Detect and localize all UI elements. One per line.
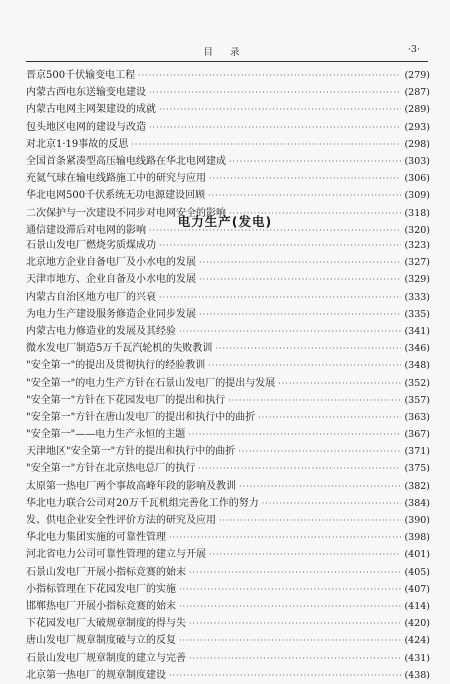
toc-entry-page: (384) [404, 497, 430, 509]
toc-entry [26, 632, 430, 649]
dot-leader [199, 254, 401, 271]
toc-entry [26, 237, 430, 254]
toc-entry [26, 392, 430, 409]
dot-leader [159, 101, 401, 118]
toc-entry [26, 529, 430, 546]
toc-entry-page: (407) [404, 583, 430, 595]
toc-entry-page: (335) [404, 308, 430, 320]
toc-entry [26, 340, 430, 357]
toc-entry-page: (420) [404, 618, 430, 630]
toc-entry [26, 254, 430, 271]
toc-entry-page: (298) [404, 138, 430, 150]
toc-entry-title: 包头地区电网的建设与改造 [26, 121, 146, 133]
toc-entry [26, 84, 430, 101]
toc-entry-page: (401) [404, 549, 430, 561]
toc-entry-title: 小指标管理在下花园发电厂的实施 [26, 583, 176, 595]
dot-leader [149, 119, 401, 136]
page-number: ·3· [407, 44, 420, 55]
page-header [0, 44, 450, 58]
toc-entry-page: (371) [404, 446, 430, 458]
toc-entry [26, 289, 430, 306]
toc-entry-page: (348) [404, 360, 430, 372]
toc-entry-page: (382) [404, 480, 430, 492]
toc-entry-page: (318) [404, 207, 430, 219]
toc-entry [26, 409, 430, 426]
toc-entry-page: (367) [404, 429, 430, 441]
toc-entry-title: "安全第一"方针在唐山发电厂的提出和执行中的曲折 [26, 411, 256, 423]
toc-entry-title: 发、供电企业安全性评价方法的研究及应用 [26, 515, 216, 526]
dot-leader [208, 187, 401, 204]
toc-entry-title: 唐山发电厂规章制度破与立的反复 [26, 635, 176, 647]
toc-entry-title: 下花园发电厂大破规章制度的得与失 [26, 618, 186, 630]
toc-entry-title: 全国首条紧凑型高压输电线路在华北电网建成 [26, 155, 226, 167]
toc-entry-page: (293) [404, 121, 430, 133]
dot-leader [149, 84, 401, 101]
toc-entry [26, 512, 430, 529]
toc-entry-title: 北京第一热电厂的规章制度建设 [26, 669, 166, 681]
toc-entry [26, 101, 430, 118]
toc-entry [26, 495, 430, 512]
toc-entry-page: (303) [404, 155, 430, 167]
dot-leader [215, 340, 401, 357]
toc-entry-page: (414) [404, 600, 430, 612]
dot-leader [159, 237, 401, 254]
toc-entry-page: (306) [404, 173, 430, 185]
dot-leader [229, 153, 401, 170]
toc-entry [26, 546, 430, 563]
dot-leader [198, 460, 401, 477]
dot-leader [189, 650, 401, 667]
toc-entry-title: 天津市地方、企业自备及小水电的发展 [26, 274, 196, 286]
toc-entry-page: (363) [404, 411, 430, 423]
toc-entry-page: (279) [404, 70, 430, 81]
toc-entry [26, 187, 430, 204]
dot-leader [258, 409, 401, 426]
toc-entry-title: 为电力生产建设服务修造企业同步发展 [26, 308, 196, 320]
toc-entry-page: (352) [404, 377, 430, 389]
toc-entry [26, 136, 430, 153]
dot-leader [199, 306, 401, 323]
toc-entry-page: (329) [404, 274, 430, 286]
toc-entry-title: "安全第一"——电力生产永恒的主题 [26, 429, 186, 441]
toc-entry-page: (287) [404, 87, 430, 99]
toc-entry-page: (438) [404, 669, 430, 681]
toc-entry-title: "安全第一"的提出及贯彻执行的经验教训 [26, 360, 206, 372]
toc-entry-title: 通信建设滞后对电网的影响 [26, 224, 146, 236]
toc-entry-title: "安全第一"的电力生产方针在石景山发电厂的提出与发展 [26, 377, 276, 389]
toc-entry [26, 460, 430, 477]
toc-list-power-generation [26, 237, 430, 684]
dot-leader [199, 271, 401, 288]
toc-entry-title: 晋京500千伏输变电工程 [26, 70, 136, 81]
dot-leader [262, 495, 402, 512]
toc-entry-title: 天津地区"安全第一"方针的提出和执行中的曲折 [26, 446, 236, 458]
toc-entry-title: 微水发电厂制造5万千瓦汽轮机的失败教训 [26, 343, 213, 355]
toc-entry [26, 650, 430, 667]
dot-leader [209, 546, 401, 563]
dot-leader [238, 443, 401, 460]
toc-entry [26, 478, 430, 495]
toc-entry-title: 邯郸热电厂开展小指标竞赛的始末 [26, 600, 176, 612]
dot-leader [179, 598, 401, 615]
toc-entry-page: (357) [404, 394, 430, 406]
toc-entry-page: (289) [404, 104, 430, 116]
dot-leader [179, 323, 401, 340]
toc-entry-page: (327) [404, 257, 430, 269]
dot-leader [219, 512, 401, 529]
toc-entry-title: 太原第一热电厂两个事故高峰年段的影响及教训 [26, 480, 236, 492]
toc-entry [26, 271, 430, 288]
toc-entry-page: (309) [404, 190, 430, 202]
toc-entry [26, 581, 430, 598]
dot-leader [131, 136, 401, 153]
toc-entry [26, 564, 430, 581]
toc-entry-page: (323) [404, 240, 430, 251]
dot-leader [189, 564, 401, 581]
toc-entry-page: (398) [404, 532, 430, 544]
toc-entry [26, 153, 430, 170]
toc-entry-title: 对北京1·19事故的反思 [26, 138, 129, 150]
toc-entry-title: 内蒙古电网主网架建设的成就 [26, 104, 156, 116]
toc-entry-title: 内蒙古西电东送输变电建设 [26, 87, 146, 99]
toc-entry-title: "安全第一"方针在下花园发电厂的提出和执行 [26, 394, 226, 406]
toc-entry [26, 170, 430, 187]
toc-entry-page: (320) [404, 224, 430, 236]
dot-leader [209, 170, 401, 187]
toc-entry-title: 内蒙古自治区地方电厂的兴衰 [26, 291, 156, 303]
toc-entry-title: 华北电力联合公司对20万千瓦机组完善化工作的努力 [26, 497, 259, 509]
dot-leader [188, 426, 401, 443]
toc-entry-page: (375) [404, 463, 430, 475]
toc-entry-title: 华北电力集团实施的可靠性管理 [26, 532, 166, 544]
dot-leader [159, 289, 401, 306]
dot-leader [179, 632, 401, 649]
toc-entry [26, 119, 430, 136]
dot-leader [208, 357, 401, 374]
toc-entry-page: (431) [404, 652, 430, 664]
section-heading: 电力生产(发电) [177, 214, 273, 229]
toc-entry [26, 667, 430, 684]
toc-entry [26, 615, 430, 632]
toc-entry-title: 石景山发电厂规章制度的建立与完善 [26, 652, 186, 664]
header-rule [26, 61, 428, 62]
dot-leader [169, 529, 401, 546]
toc-entry-page: (346) [404, 343, 430, 355]
toc-entry-title: "安全第一"方针在北京热电总厂的执行 [26, 463, 196, 475]
toc-entry-page: (405) [404, 566, 430, 578]
toc-entry-title: 石景山发电厂开展小指标竞赛的始末 [26, 566, 186, 578]
toc-entry-page: (390) [404, 515, 430, 526]
toc-entry [26, 306, 430, 323]
header-title: 目 录 [203, 47, 247, 58]
dot-leader [138, 67, 401, 84]
toc-entry [26, 426, 430, 443]
toc-entry-title: 北京地方企业自备电厂及小水电的发展 [26, 257, 196, 269]
toc-entry-title: 二次保护与一次建设不同步对电网安全的影响 [26, 207, 226, 219]
dot-leader [278, 375, 401, 392]
toc-entry-title: 河北省电力公司可靠性管理的建立与开展 [26, 549, 206, 561]
toc-entry-title: 石景山发电厂燃烧劣质煤成功 [26, 240, 156, 251]
toc-entry [26, 598, 430, 615]
dot-leader [228, 392, 401, 409]
dot-leader [169, 667, 401, 684]
toc-entry-title: 充氦气球在输电线路施工中的研究与应用 [26, 173, 206, 185]
toc-entry [26, 443, 430, 460]
toc-entry-page: (341) [404, 325, 430, 337]
toc-entry-page: (333) [404, 291, 430, 303]
toc-entry [26, 375, 430, 392]
dot-leader [179, 581, 401, 598]
toc-entry [26, 323, 430, 340]
toc-entry-title: 华北电网500千伏系统无功电源建设回顾 [26, 190, 206, 202]
toc-entry [26, 67, 430, 84]
dot-leader [189, 615, 401, 632]
toc-entry-page: (424) [404, 635, 430, 647]
dot-leader [239, 478, 401, 495]
toc-entry-title: 内蒙古电力修造业的发展及其经验 [26, 325, 176, 337]
toc-entry [26, 357, 430, 374]
